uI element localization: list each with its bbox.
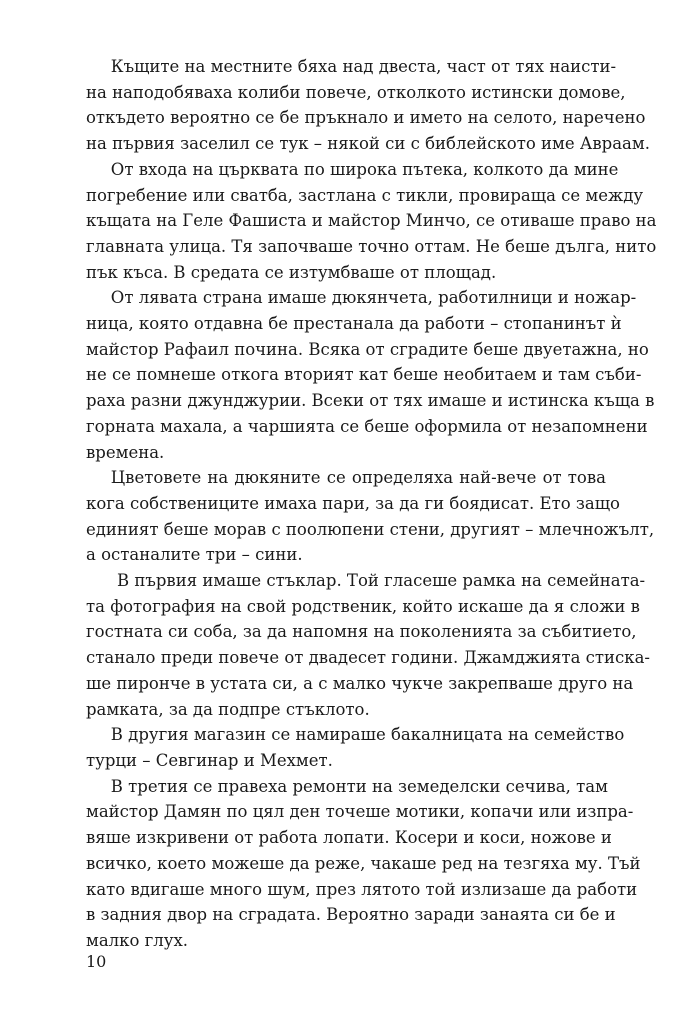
text-line: горната махала, а чаршията се беше оформила от незапомнени (86, 416, 648, 436)
text-line: кога собствениците имаха пари, за да ги боядисат. Ето защо (86, 493, 620, 513)
text-line: От входа на църквата по широка пътека, колкото да мине (110, 159, 619, 179)
text-line: единият беше морав с поолюпени стени, другият – млечножълт, (86, 519, 655, 539)
text-line: ше пиронче в устата си, а с малко чукче закрепваше друго на (86, 673, 634, 693)
text-line: погребение или сватба, застлана с тикли, провираща се между (86, 185, 644, 205)
paragraph (86, 465, 655, 568)
text-line: В първия имаше стъклар. Той гласеше рамка на семейната- (117, 571, 646, 591)
text-line: ница, която отдавна бе престанала да работи – стопанинът ѝ (86, 314, 622, 334)
text-line: всичко, което можеше да реже, чакаше ред на тезгяха му. Тъй (86, 853, 641, 873)
text-line: В третия се правеха ремонти на земеделски сечива, там (110, 776, 608, 796)
text-line: къщата на Геле Фашиста и майстор Минчо, се отиваше право на (86, 211, 657, 231)
text-line: майстор Дамян по цял ден точеше мотики, копачи или изпра- (86, 802, 634, 822)
page-number: 10 (86, 952, 107, 971)
text-line: станало преди повече от двадесет години. Джамджията стиска- (86, 648, 650, 668)
page-text (86, 54, 657, 954)
text-line: пък къса. В средата се изтумбваше от площад. (86, 262, 497, 282)
text-line: В другия магазин се намираше бакалницата на семейство (110, 725, 625, 745)
paragraph (86, 54, 650, 157)
text-line: вяше изкривени от работа лопати. Косери и коси, ножове и (86, 828, 612, 848)
paragraph (86, 722, 625, 773)
text-line: времена. (86, 442, 165, 462)
text-line: майстор Рафаил почина. Всяка от сградите беше двуетажна, но (86, 339, 649, 359)
paragraph (86, 285, 655, 465)
text-line: в задния двор на сградата. Вероятно заради занаята си бе и (86, 905, 616, 925)
text-line: рамката, за да подпре стъклото. (86, 699, 370, 719)
text-line: откъдето вероятно се бе пръкнало и името на селото, наречено (86, 108, 646, 128)
text-line: на първия заселил се тук – някой си с библейското име Авраам. (86, 134, 650, 154)
text-line: не се помнеше откога вторият кат беше необитаем и там съби- (86, 365, 642, 385)
paragraph (86, 568, 650, 722)
text-line: като вдигаше много шум, през лятото той излизаше да работи (86, 879, 638, 899)
text-line: От лявата страна имаше дюкянчета, работилници и ножар- (110, 288, 637, 308)
paragraph (86, 774, 641, 954)
paragraph (86, 157, 657, 286)
text-line: гостната си соба, за да напомня на поколенията за събитието, (86, 622, 637, 642)
text-line: раха разни джунджурии. Всеки от тях имаше и истинска къща в (86, 391, 655, 411)
text-line: та фотография на свой родственик, който искаше да я сложи в (86, 596, 640, 616)
text-line: малко глух. (86, 930, 189, 950)
text-line: на наподобяваха колиби повече, отколкото истински домове, (86, 82, 626, 102)
text-line: главната улица. Тя започваше точно оттам. Не беше дълга, нито (86, 236, 657, 256)
text-line: Цветовете на дюкяните се определяха най-вече от това (110, 468, 606, 488)
text-line: турци – Севгинар и Мехмет. (86, 750, 333, 770)
text-line: Къщите на местните бяха над двеста, част от тях наисти- (110, 57, 617, 76)
text-line: а останалите три – сини. (86, 545, 303, 565)
